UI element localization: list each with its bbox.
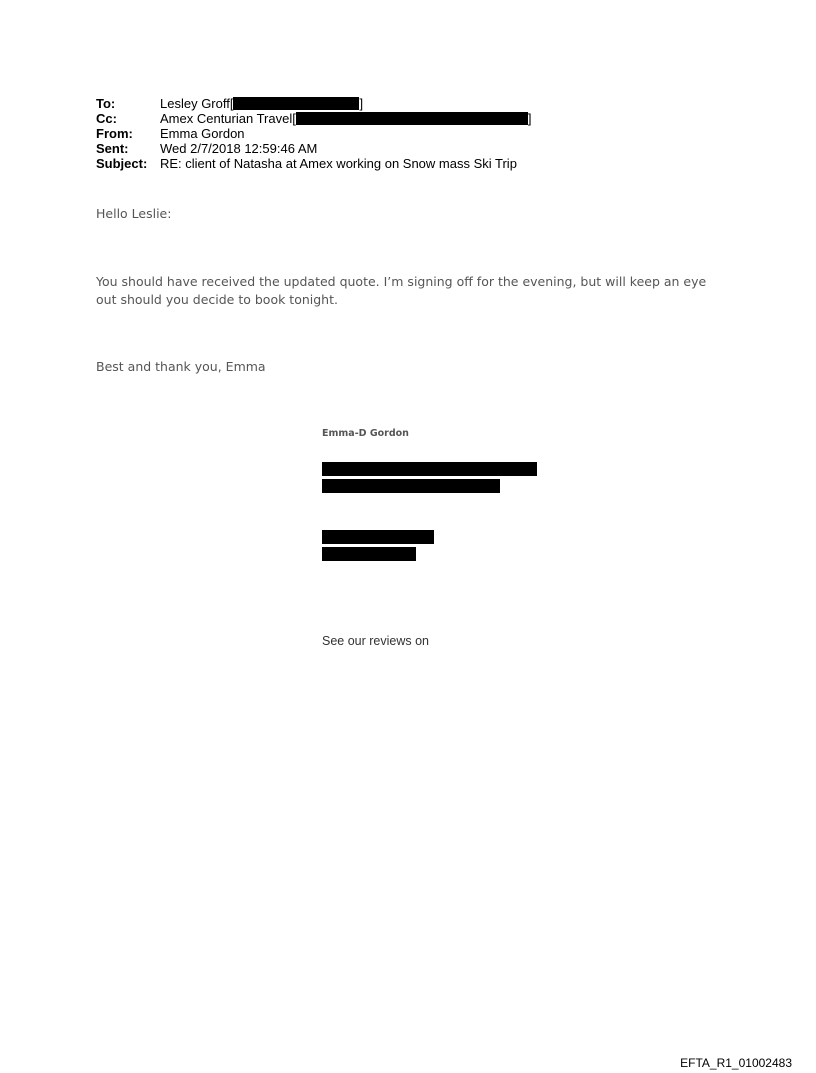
from-row	[96, 126, 656, 141]
from-label: From:	[96, 126, 133, 141]
email-header	[96, 96, 656, 171]
closing: Best and thank you, Emma	[96, 359, 266, 374]
signature-name: Emma-D Gordon	[322, 428, 409, 439]
sent-row	[96, 141, 656, 156]
to-row	[96, 96, 656, 111]
subject-label: Subject:	[96, 156, 148, 171]
redaction-box	[296, 112, 528, 125]
to-name: Lesley Groff[	[160, 96, 234, 111]
redaction-box	[322, 530, 434, 544]
reviews-text: See our reviews on	[322, 634, 430, 648]
from-value: Emma Gordon	[160, 126, 245, 141]
to-value	[160, 96, 363, 111]
cc-name: Amex Centurian Travel[	[160, 111, 296, 126]
subject-value: RE: client of Natasha at Amex working on Snow mass Ski Trip	[160, 156, 517, 171]
redaction-box	[233, 97, 359, 110]
bracket: ]	[527, 111, 532, 126]
redaction-box	[322, 462, 537, 476]
cc-value	[160, 111, 531, 126]
subject-row	[96, 156, 656, 171]
redaction-box	[322, 547, 416, 561]
body-paragraph: You should have received the updated quote. I’m signing off for the evening, but will keep an eye out should you decide to book tonight.	[96, 274, 707, 307]
cc-label: Cc:	[96, 111, 117, 126]
sent-value: Wed 2/7/2018 12:59:46 AM	[160, 141, 318, 156]
bracket: ]	[359, 96, 364, 111]
redaction-box	[322, 479, 500, 493]
greeting: Hello Leslie:	[96, 206, 172, 221]
to-label: To:	[96, 96, 116, 111]
document-id: EFTA_R1_01002483	[680, 1056, 792, 1070]
cc-row	[96, 111, 656, 126]
sent-label: Sent:	[96, 141, 129, 156]
